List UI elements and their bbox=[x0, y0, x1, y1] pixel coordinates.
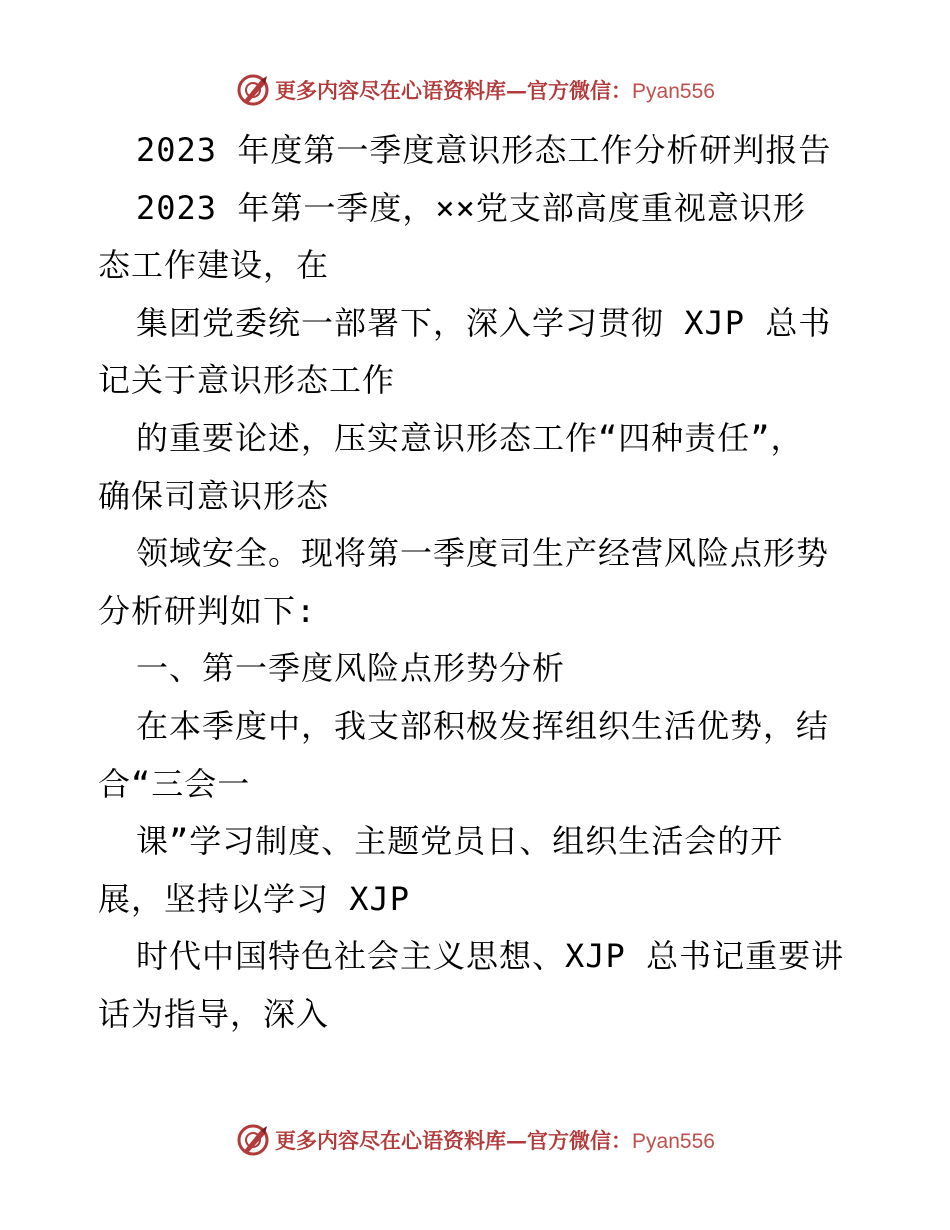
watermark-contact: Pyan556 bbox=[632, 1130, 715, 1153]
pen-logo-icon bbox=[235, 1122, 271, 1158]
watermark-text: 更多内容尽在心语资料库—官方微信：Pyan556 bbox=[275, 1128, 715, 1153]
document-line: 记关于意识形态工作 bbox=[98, 361, 396, 400]
document-line: 2023 年度第一季度意识形态工作分析研判报告 bbox=[136, 131, 832, 169]
document-line: 领域安全。现将第一季度司生产经营风险点形势 bbox=[136, 534, 830, 573]
watermark-text: 更多内容尽在心语资料库—官方微信：Pyan556 bbox=[275, 78, 715, 103]
document-line: 课”学习制度、主题党员日、组织生活会的开 bbox=[136, 822, 784, 861]
document-line: 确保司意识形态 bbox=[98, 476, 330, 515]
document-line: 2023 年第一季度，××党支部高度重视意识形 bbox=[136, 188, 806, 227]
header-watermark bbox=[0, 68, 950, 112]
document-line: 合“三会一 bbox=[98, 764, 251, 803]
pen-logo-icon bbox=[235, 72, 271, 108]
document-line: 一、第一季度风险点形势分析 bbox=[136, 649, 566, 688]
document-line: 展，坚持以学习 XJP bbox=[98, 879, 411, 918]
document-line: 话为指导，深入 bbox=[98, 994, 330, 1033]
document-line: 分析研判如下: bbox=[98, 591, 317, 630]
footer-watermark bbox=[0, 1118, 950, 1162]
document-line: 时代中国特色社会主义思想、XJP 总书记重要讲 bbox=[136, 937, 845, 976]
watermark-contact: Pyan556 bbox=[632, 80, 715, 103]
document-line: 在本季度中，我支部积极发挥组织生活优势，结 bbox=[136, 706, 830, 745]
document-line: 的重要论述，压实意识形态工作“四种责任”， bbox=[136, 418, 804, 457]
document-line: 态工作建设，在 bbox=[98, 246, 330, 285]
document-body bbox=[98, 122, 858, 1044]
document-line: 集团党委统一部署下，深入学习贯彻 XJP 总书 bbox=[136, 303, 832, 342]
